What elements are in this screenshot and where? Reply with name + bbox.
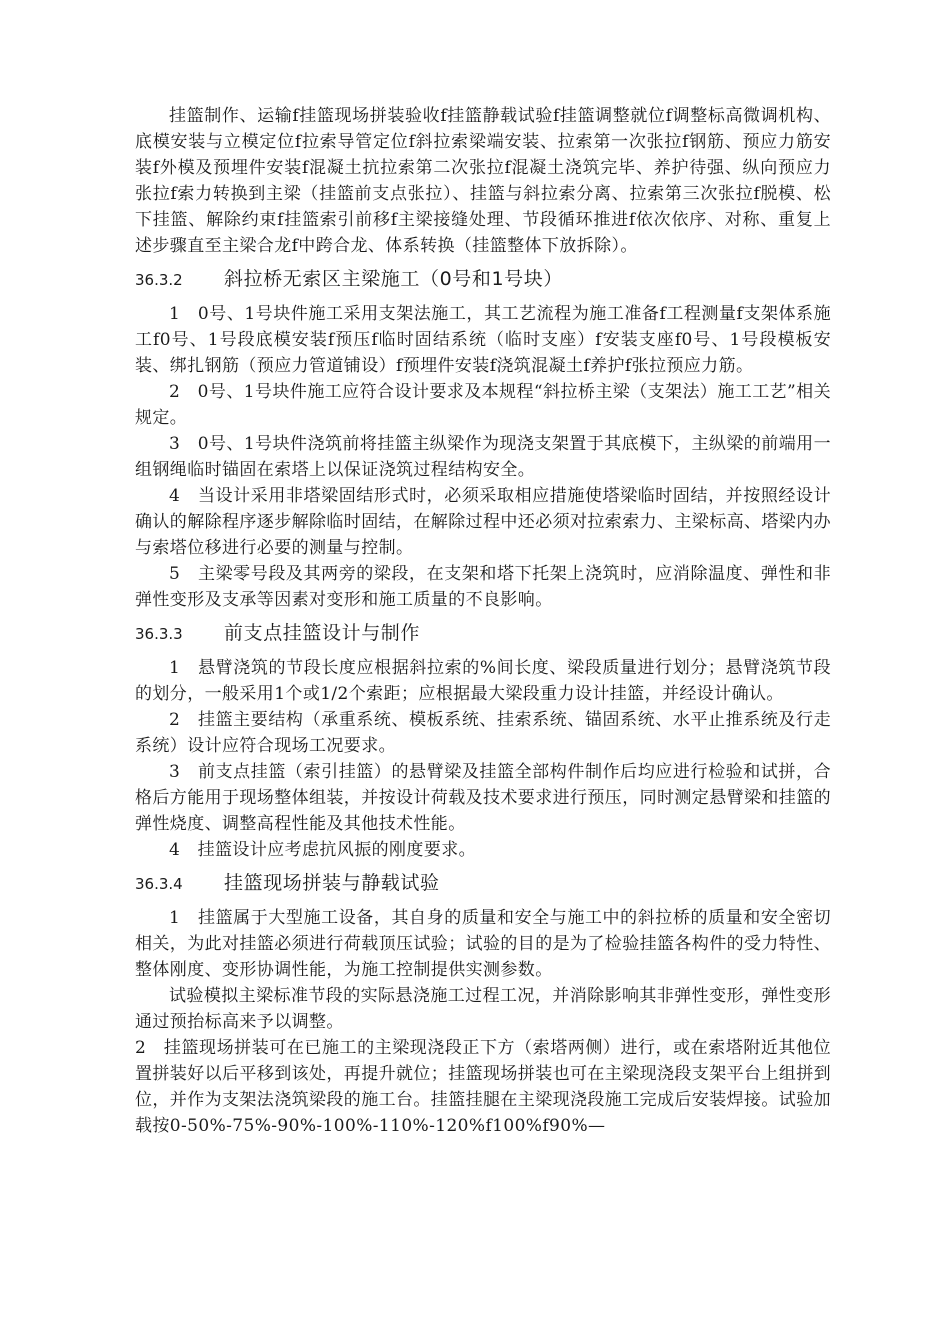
paragraph: 5 主梁零号段及其两旁的梁段，在支架和塔下托架上浇筑时，应消除温度、弹性和非弹性变形及支承等因素对变形和施工质量的不良影响。 [135, 564, 831, 610]
section-title: 前支点挂篮设计与制作 [224, 622, 421, 644]
section-heading-36-3-2 [135, 266, 831, 293]
section-number: 36.3.3 [135, 625, 183, 643]
paragraph: 2 0号、1号块件施工应符合设计要求及本规程“斜拉桥主梁（支架法）施工工艺”相关规定。 [135, 382, 831, 428]
section-title: 挂篮现场拼装与静载试验 [224, 872, 440, 894]
section-number: 36.3.2 [135, 271, 183, 289]
intro-paragraph: 挂篮制作、运输f挂篮现场拼装验收f挂篮静载试验f挂篮调整就位f调整标高微调机构、底模安装与立模定位f拉索导管定位f斜拉索梁端安装、拉索第一次张拉f钢筋、预应力筋安装f外模及预埋件安装f混凝土抗拉索第二次张拉f混凝土浇筑完毕、养护待强、纵向预应力张拉f索力转换到主梁（挂篮前支点张拉）、挂篮与斜拉索分离、拉索第三次张拉f脱模、松下挂篮、解除约束f挂篮索引前移f主梁接缝处理、节段循环推进f依次依序、对称、重复上述步骤直至主梁合龙f中跨合龙、体系转换（挂篮整体下放拆除）。 [135, 106, 831, 256]
section-number: 36.3.4 [135, 875, 183, 893]
paragraph: 4 挂篮设计应考虑抗风振的刚度要求。 [169, 840, 477, 860]
section-title: 斜拉桥无索区主梁施工（0号和1号块） [224, 268, 563, 290]
paragraph: 3 前支点挂篮（索引挂篮）的悬臂梁及挂篮全部构件制作后均应进行检验和试拼，合格后方能用于现场整体组装，并按设计荷载及技术要求进行预压，同时测定悬臂梁和挂篮的弹性烧度、调整高程性能及其他技术性能。 [135, 762, 831, 834]
document-page [135, 103, 831, 1139]
paragraph: 1 悬臂浇筑的节段长度应根据斜拉索的%间长度、梁段质量进行划分；悬臂浇筑节段的划分，一般采用1个或1/2个索距；应根据最大梁段重力设计挂篮，并经设计确认。 [135, 658, 831, 704]
paragraph: 1 挂篮属于大型施工设备，其自身的质量和安全与施工中的斜拉桥的质量和安全密切相关，为此对挂篮必须进行荷载顶压试验；试验的目的是为了检验挂篮各构件的受力特性、整体刚度、变形协调性能，为施工控制提供实测参数。 [135, 908, 831, 980]
paragraph: 2 挂篮现场拼装可在已施工的主梁现浇段正下方（索塔两侧）进行，或在索塔附近其他位置拼装好以后平移到该处，再提升就位；挂篮现场拼装也可在主梁现浇段支架平台上组拼到位，并作为支架法浇筑梁段的施工台。挂篮挂腿在主梁现浇段施工完成后安装焊接。试验加载按0-50%-75%-90%-100%-110%-120%f100%f90%— [135, 1038, 831, 1136]
paragraph: 试验模拟主梁标准节段的实际悬浇施工过程工况，并消除影响其非弹性变形，弹性变形通过预抬标高来予以调整。 [135, 986, 831, 1032]
section-heading-36-3-4 [135, 870, 831, 897]
paragraph: 4 当设计采用非塔梁固结形式时，必须采取相应措施使塔梁临时固结，并按照经设计确认的解除程序逐步解除临时固结，在解除过程中还必须对拉索索力、主梁标高、塔梁内办与索塔位移进行必要的测量与控制。 [135, 486, 831, 558]
paragraph: 2 挂篮主要结构（承重系统、模板系统、挂索系统、锚固系统、水平止推系统及行走系统）设计应符合现场工况要求。 [135, 710, 831, 756]
paragraph: 3 0号、1号块件浇筑前将挂篮主纵梁作为现浇支架置于其底模下，主纵梁的前端用一组钢绳临时锚固在索塔上以保证浇筑过程结构安全。 [135, 434, 831, 480]
paragraph: 1 0号、1号块件施工采用支架法施工，其工艺流程为施工准备f工程测量f支架体系施工f0号、1号段底模安装f预压f临时固结系统（临时支座）f安装支座f0号、1号段模板安装、绑扎钢筋（预应力管道铺设）f预埋件安装f浇筑混凝土f养护f张拉预应力筋。 [135, 304, 831, 376]
section-heading-36-3-3 [135, 620, 831, 647]
